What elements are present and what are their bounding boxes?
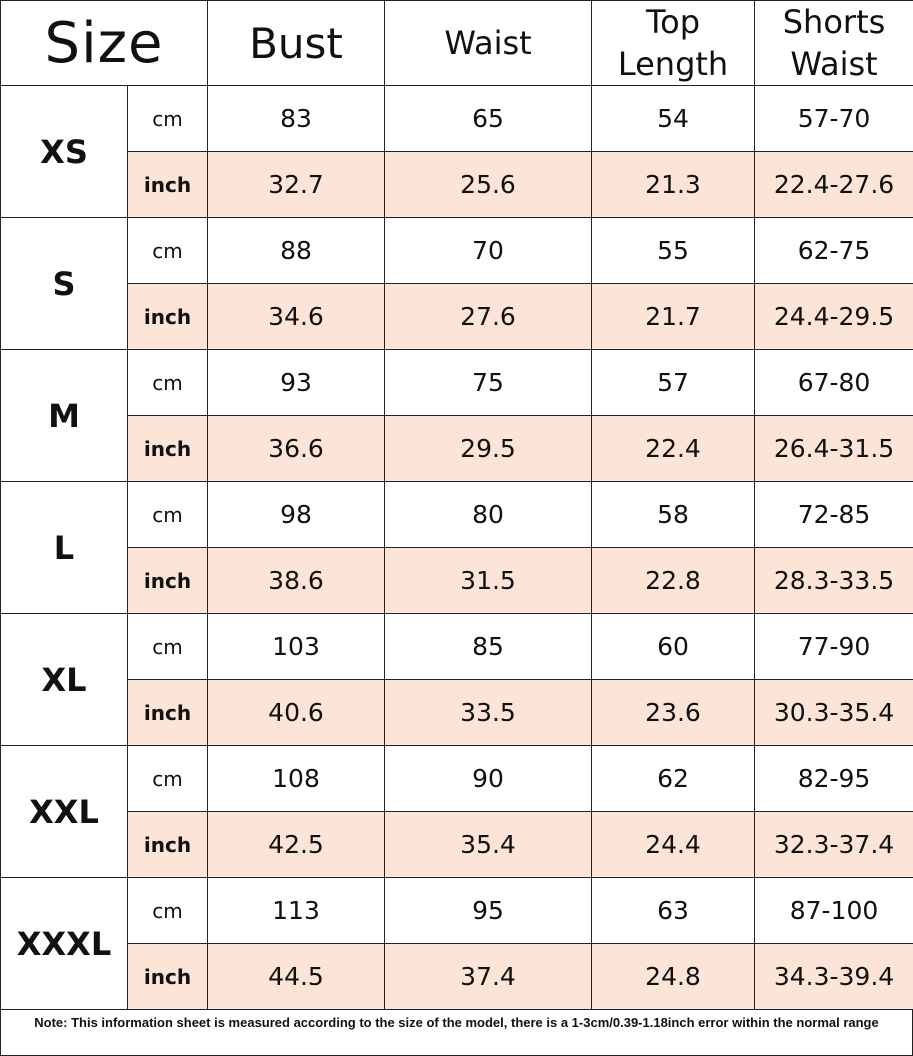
waist-value: 25.6: [385, 152, 592, 218]
header-row: [1, 1, 913, 86]
waist-value: 65: [385, 86, 592, 152]
top-value: 63: [592, 878, 755, 944]
shorts-value: 67-80: [755, 350, 913, 416]
top-value: 24.4: [592, 812, 755, 878]
size-label: XXL: [1, 746, 128, 878]
top-value: 57: [592, 350, 755, 416]
size-row-inch: [1, 812, 913, 878]
bust-value: 32.7: [208, 152, 385, 218]
size-row-cm: [1, 350, 913, 416]
waist-value: 75: [385, 350, 592, 416]
waist-value: 37.4: [385, 944, 592, 1010]
size-label: S: [1, 218, 128, 350]
waist-value: 27.6: [385, 284, 592, 350]
size-row-inch: [1, 548, 913, 614]
waist-value: 35.4: [385, 812, 592, 878]
bust-value: 34.6: [208, 284, 385, 350]
waist-value: 85: [385, 614, 592, 680]
top-value: 62: [592, 746, 755, 812]
bust-value: 98: [208, 482, 385, 548]
size-label: XS: [1, 86, 128, 218]
shorts-waist-header: [755, 1, 913, 86]
top-value: 58: [592, 482, 755, 548]
top-value: 22.8: [592, 548, 755, 614]
waist-value: 33.5: [385, 680, 592, 746]
size-row-cm: [1, 614, 913, 680]
unit-label: cm: [128, 482, 208, 548]
size-row-inch: [1, 284, 913, 350]
bust-value: 88: [208, 218, 385, 284]
size-row-cm: [1, 878, 913, 944]
shorts-value: 57-70: [755, 86, 913, 152]
bust-header: Bust: [208, 1, 385, 86]
unit-label: inch: [128, 944, 208, 1010]
unit-label: inch: [128, 416, 208, 482]
unit-label: cm: [128, 878, 208, 944]
shorts-value: 34.3-39.4: [755, 944, 913, 1010]
shorts-value: 82-95: [755, 746, 913, 812]
top-value: 21.7: [592, 284, 755, 350]
size-row-cm: [1, 218, 913, 284]
bust-value: 103: [208, 614, 385, 680]
unit-label: inch: [128, 152, 208, 218]
waist-value: 31.5: [385, 548, 592, 614]
top-value: 23.6: [592, 680, 755, 746]
unit-label: cm: [128, 614, 208, 680]
shorts-value: 32.3-37.4: [755, 812, 913, 878]
top-value: 60: [592, 614, 755, 680]
shorts-value: 22.4-27.6: [755, 152, 913, 218]
waist-value: 95: [385, 878, 592, 944]
unit-label: inch: [128, 548, 208, 614]
shorts-value: 77-90: [755, 614, 913, 680]
size-label: XXXL: [1, 878, 128, 1010]
top-length-header-line1: Top: [646, 3, 701, 41]
bust-value: 44.5: [208, 944, 385, 1010]
waist-value: 29.5: [385, 416, 592, 482]
size-rows: [1, 86, 913, 1010]
shorts-value: 24.4-29.5: [755, 284, 913, 350]
unit-label: inch: [128, 284, 208, 350]
bust-value: 113: [208, 878, 385, 944]
bust-value: 83: [208, 86, 385, 152]
size-label: M: [1, 350, 128, 482]
unit-label: cm: [128, 746, 208, 812]
shorts-value: 72-85: [755, 482, 913, 548]
bust-value: 42.5: [208, 812, 385, 878]
size-label: XL: [1, 614, 128, 746]
waist-value: 80: [385, 482, 592, 548]
size-row-inch: [1, 944, 913, 1010]
size-row-inch: [1, 680, 913, 746]
unit-label: inch: [128, 812, 208, 878]
shorts-value: 87-100: [755, 878, 913, 944]
size-header: Size: [1, 1, 208, 86]
waist-value: 90: [385, 746, 592, 812]
bust-value: 93: [208, 350, 385, 416]
top-length-header-line2: Length: [617, 45, 729, 83]
bust-value: 108: [208, 746, 385, 812]
unit-label: cm: [128, 86, 208, 152]
size-label: L: [1, 482, 128, 614]
waist-header: Waist: [385, 1, 592, 86]
unit-label: cm: [128, 218, 208, 284]
top-value: 55: [592, 218, 755, 284]
top-value: 22.4: [592, 416, 755, 482]
bust-value: 36.6: [208, 416, 385, 482]
size-row-cm: [1, 86, 913, 152]
top-value: 21.3: [592, 152, 755, 218]
size-row-inch: [1, 416, 913, 482]
shorts-value: 28.3-33.5: [755, 548, 913, 614]
top-length-header: [592, 1, 755, 86]
size-row-inch: [1, 152, 913, 218]
shorts-value: 30.3-35.4: [755, 680, 913, 746]
shorts-value: 26.4-31.5: [755, 416, 913, 482]
measurement-note: Note: This information sheet is measured according to the size of the model, there is a 1-3cm/0.39-1.18inch error within the normal range: [0, 1009, 913, 1056]
bust-value: 40.6: [208, 680, 385, 746]
shorts-value: 62-75: [755, 218, 913, 284]
unit-label: cm: [128, 350, 208, 416]
unit-label: inch: [128, 680, 208, 746]
top-value: 54: [592, 86, 755, 152]
size-row-cm: [1, 482, 913, 548]
shorts-waist-header-line1: Shorts: [782, 3, 886, 41]
bust-value: 38.6: [208, 548, 385, 614]
shorts-waist-header-line2: Waist: [790, 45, 878, 83]
size-row-cm: [1, 746, 913, 812]
waist-value: 70: [385, 218, 592, 284]
top-value: 24.8: [592, 944, 755, 1010]
